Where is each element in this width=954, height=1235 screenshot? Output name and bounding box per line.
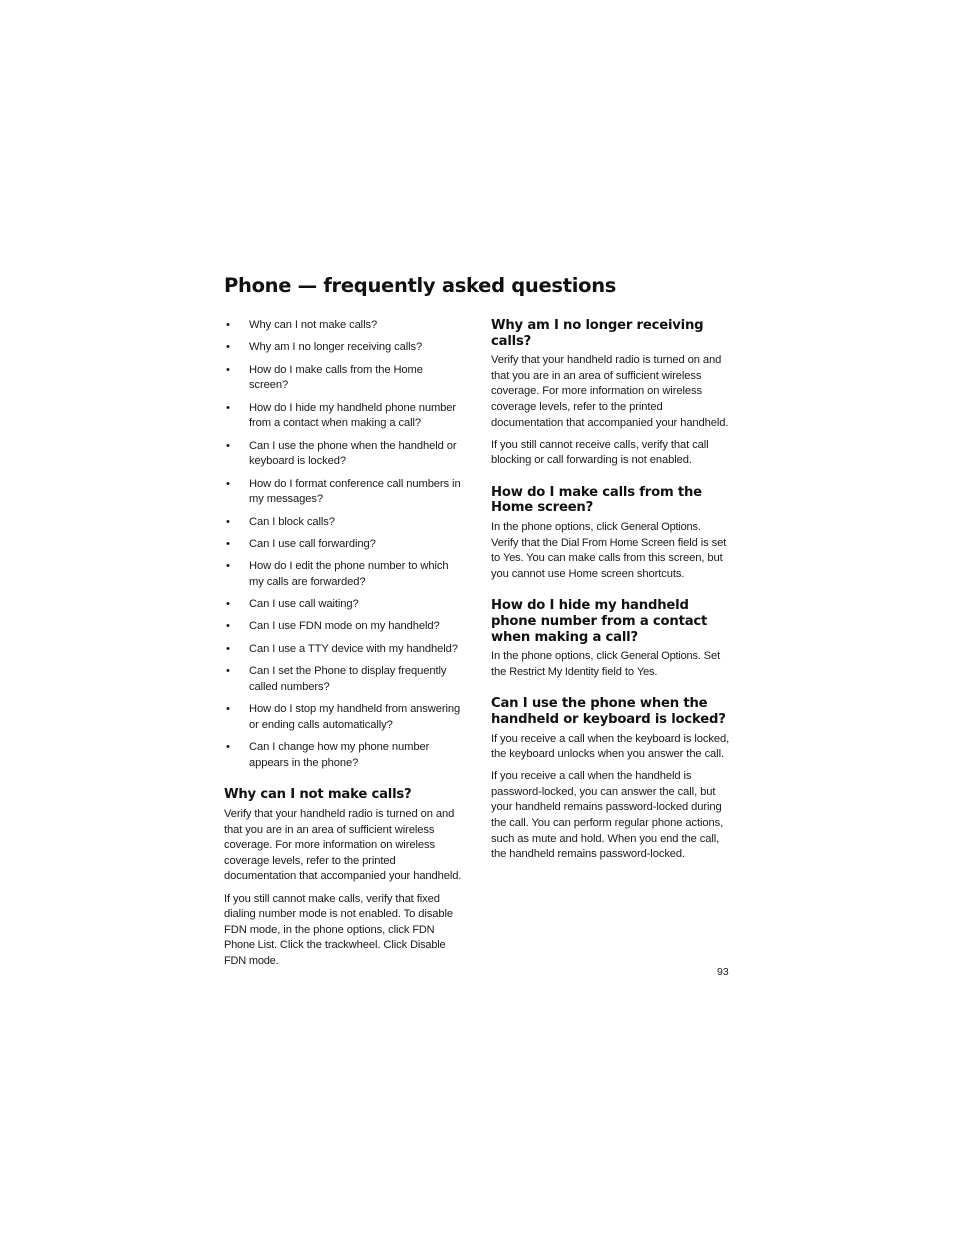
section-hide-number xyxy=(491,598,731,680)
list-item-text: Can I block calls? xyxy=(249,515,335,528)
list-item-text: Can I set the Phone to display frequently called numbers? xyxy=(249,665,447,693)
bullet-icon: • xyxy=(226,665,230,678)
list-item xyxy=(224,597,464,613)
bullet-icon: • xyxy=(226,515,230,528)
list-item-text: How do I make calls from the Home screen? xyxy=(249,363,423,392)
list-item-text: How do I stop my handheld from answering or ending calls automatically? xyxy=(249,703,461,731)
bullet-icon: • xyxy=(226,341,230,354)
faq-question-list xyxy=(224,318,464,771)
section-heading: Can I use the phone when the handheld or keyboard is locked? xyxy=(491,696,726,727)
list-item-text: Can I use call forwarding? xyxy=(249,537,376,550)
bullet-icon: • xyxy=(226,401,230,414)
section-heading: Why am I no longer receiving calls? xyxy=(491,318,704,349)
paragraph: If you receive a call when the keyboard is locked, the keyboard unlocks when you answer the call. xyxy=(491,732,730,761)
ui-term-disable-fdn-mode: Disable FDN mode. xyxy=(224,939,446,967)
section-heading: How do I make calls from the Home screen? xyxy=(491,484,702,516)
list-item-text: How do I edit the phone number to which my calls are forwarded? xyxy=(249,560,449,588)
ui-term-fdn-phone-list: FDN Phone List. xyxy=(224,923,435,952)
page-number: 93 xyxy=(717,966,729,978)
text-run: In the phone options, click xyxy=(491,650,621,663)
bullet-icon: • xyxy=(226,537,230,550)
list-item xyxy=(224,477,464,508)
paragraph xyxy=(491,649,731,680)
bullet-icon: • xyxy=(226,620,230,633)
text-run: field is set to xyxy=(491,536,727,565)
paragraph: Verify that your handheld radio is turned on and that you are in an area of sufficient wireless coverage. For more information on wireless coverage levels, refer to the printed documentation that accompanied your handheld. xyxy=(491,354,729,429)
section-heading: Why can I not make calls? xyxy=(224,787,412,803)
list-item-text: How do I format conference call numbers in my messages? xyxy=(249,477,461,506)
left-column xyxy=(224,318,464,986)
bullet-icon: • xyxy=(226,319,230,331)
section-heading: How do I hide my handheld phone number from a contact when making a call? xyxy=(491,598,708,645)
ui-term-restrict-my-identity: Restrict My Identity xyxy=(509,665,599,678)
section-not-make-calls xyxy=(224,787,464,969)
section-home-screen xyxy=(491,485,731,583)
list-item xyxy=(224,537,464,553)
paragraph xyxy=(224,892,464,970)
section-no-longer-receiving xyxy=(491,318,731,469)
list-item xyxy=(224,642,464,658)
list-item-text: Can I use a TTY device with my handheld? xyxy=(249,642,458,655)
ui-term-dial-from-home-screen: Dial From Home Screen xyxy=(560,536,675,549)
text-run: If you still cannot make calls, verify that fixed dialing number mode is not enabled. To disable FDN mode, in the phone options, click xyxy=(224,892,454,936)
bullet-icon: • xyxy=(226,560,230,573)
text-run: Click the trackwheel. Click xyxy=(276,939,411,952)
bullet-icon: • xyxy=(226,741,230,754)
list-item-text: How do I hide my handheld phone number from a contact when making a call? xyxy=(249,401,457,430)
paragraph: If you receive a call when the handheld is password-locked, you can answer the call, but your handheld remains password-locked during the call. You can perform regular phone actions, such as mute and hold. When you end the call, the handheld remains password-locked. xyxy=(491,770,724,861)
list-item xyxy=(224,702,464,733)
text-run: Set the xyxy=(491,650,721,678)
list-item-text: Can I use the phone when the handheld or keyboard is locked? xyxy=(249,439,457,468)
page-title: Phone — frequently asked questions xyxy=(224,274,617,297)
ui-term-yes: Yes. xyxy=(636,665,658,678)
section-locked xyxy=(491,696,731,862)
list-item xyxy=(224,664,464,695)
list-item xyxy=(224,318,464,334)
list-item xyxy=(224,340,464,356)
text-run: You can make calls from this screen, but you cannot use Home screen shortcuts. xyxy=(491,552,723,580)
paragraph: Verify that your handheld radio is turned on and that you are in an area of sufficient wireless coverage. For more information on wireless coverage levels, refer to the printed documentation that accompanied your handheld. xyxy=(224,808,462,883)
paragraph: If you still cannot receive calls, verify that call blocking or call forwarding is not enabled. xyxy=(491,438,709,467)
list-item-text: Can I use call waiting? xyxy=(249,598,359,611)
ui-term-general-options: General Options. xyxy=(620,650,701,663)
bullet-icon: • xyxy=(226,598,230,611)
bullet-icon: • xyxy=(226,363,230,376)
text-run: Verify that the xyxy=(491,536,561,549)
list-item xyxy=(224,363,464,394)
list-item xyxy=(224,515,464,531)
list-item-text: Can I change how my phone number appears in the phone? xyxy=(249,741,430,769)
list-item xyxy=(224,401,464,432)
ui-term-yes: Yes. xyxy=(503,552,524,565)
bullet-icon: • xyxy=(226,642,230,655)
text-run: In the phone options, click xyxy=(491,521,621,534)
list-item xyxy=(224,439,464,470)
text-run: field to xyxy=(598,665,637,678)
list-item xyxy=(224,740,464,771)
bullet-icon: • xyxy=(226,703,230,716)
ui-term-general-options: General Options. xyxy=(620,521,701,534)
list-item-text: Why can I not make calls? xyxy=(249,319,378,331)
paragraph xyxy=(491,520,731,582)
list-item-text: Can I use FDN mode on my handheld? xyxy=(249,620,440,633)
bullet-icon: • xyxy=(226,477,230,490)
list-item xyxy=(224,619,464,635)
right-column xyxy=(491,318,731,879)
bullet-icon: • xyxy=(226,439,230,452)
list-item-text: Why am I no longer receiving calls? xyxy=(249,341,423,354)
list-item xyxy=(224,559,464,590)
